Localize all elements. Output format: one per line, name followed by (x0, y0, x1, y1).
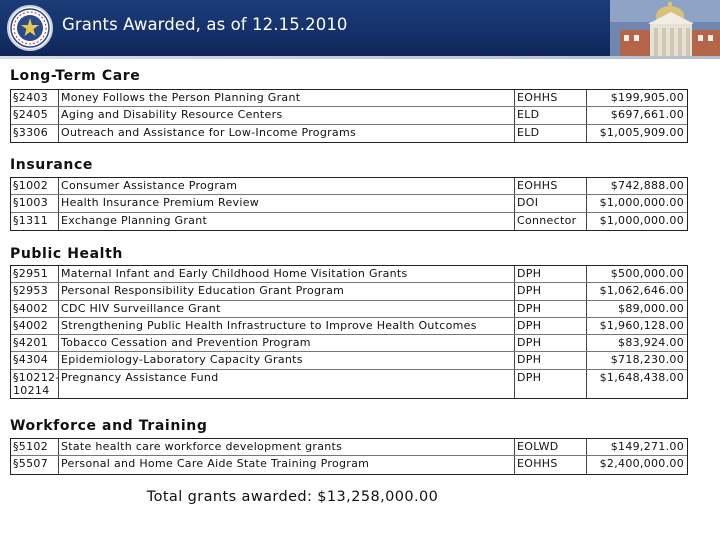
section-title-workforce-and-training: Workforce and Training (10, 418, 208, 434)
table-row (11, 266, 687, 283)
agency: DPH (517, 336, 542, 350)
table-row (11, 370, 687, 398)
grant-name: Outreach and Assistance for Low-Income Programs (61, 125, 357, 139)
grant-name: Maternal Infant and Early Childhood Home Visitation Grants (61, 267, 408, 280)
section-number: §1002 (13, 179, 48, 192)
section-title-long-term-care: Long-Term Care (10, 68, 141, 84)
grant-name: Personal and Home Care Aide State Training Program (61, 457, 370, 471)
header-divider (0, 56, 720, 59)
table-row (11, 178, 687, 195)
agency: EOLWD (517, 440, 559, 453)
grant-name: Consumer Assistance Program (61, 179, 238, 192)
grant-name: Epidemiology-Laboratory Capacity Grants (61, 353, 303, 367)
agency: DPH (517, 370, 542, 384)
grant-name: Tobacco Cessation and Prevention Program (61, 336, 311, 350)
agency: ELD (517, 125, 540, 139)
section-number: §4201 (13, 336, 48, 350)
grant-amount: $2,400,000.00 (599, 457, 684, 471)
grant-amount: $1,005,909.00 (599, 125, 684, 139)
agency: Connector (517, 213, 577, 227)
agency: DPH (517, 301, 542, 315)
table-row (11, 456, 687, 473)
grant-amount: $89,000.00 (618, 301, 684, 315)
total-grants (0, 489, 720, 505)
grant-name: CDC HIV Surveillance Grant (61, 301, 221, 315)
grants-table-insurance (10, 177, 688, 231)
section-number: §2953 (13, 284, 48, 298)
section-number: §5102 (13, 440, 48, 453)
grant-amount: $1,648,438.00 (599, 370, 684, 384)
table-row (11, 107, 687, 124)
table-row (11, 283, 687, 300)
total-grants-text: Total grants awarded: $13,258,000.00 (146, 489, 439, 505)
section-number: §5507 (13, 457, 48, 471)
massachusetts-seal-icon (7, 5, 53, 51)
table-row (11, 352, 687, 369)
section-number: §3306 (13, 125, 48, 139)
agency: ELD (517, 108, 540, 122)
section-number: §1311 (13, 213, 48, 227)
table-row (11, 213, 687, 230)
grant-amount: $1,062,646.00 (599, 284, 684, 298)
grant-name: Health Insurance Premium Review (61, 196, 260, 210)
grants-table-public-health (10, 265, 688, 399)
grant-amount: $742,888.00 (610, 179, 684, 192)
agency: EOHHS (517, 457, 558, 471)
agency: DOI (517, 196, 539, 210)
table-row (11, 195, 687, 212)
grant-amount: $1,000,000.00 (599, 196, 684, 210)
section-number: §4002 (13, 301, 48, 315)
table-row (11, 439, 687, 456)
agency: EOHHS (517, 91, 558, 104)
section-number: §1003 (13, 196, 48, 210)
section-title-insurance: Insurance (10, 157, 93, 173)
header-bar (0, 0, 720, 56)
table-row (11, 125, 687, 142)
agency: DPH (517, 353, 542, 367)
table-row (11, 90, 687, 107)
section-number: §4002 (13, 318, 48, 332)
section-title-public-health: Public Health (10, 246, 123, 262)
grant-name: Personal Responsibility Education Grant Program (61, 284, 345, 298)
grants-table-workforce-and-training (10, 438, 688, 475)
grant-name: Pregnancy Assistance Fund (61, 370, 219, 384)
grant-name: Money Follows the Person Planning Grant (61, 91, 301, 104)
grant-amount: $199,905.00 (610, 91, 684, 104)
table-row (11, 335, 687, 352)
grants-table-long-term-care (10, 89, 688, 143)
grant-name: Strengthening Public Health Infrastructure to Improve Health Outcomes (61, 318, 477, 332)
page-title: Grants Awarded, as of 12.15.2010 (62, 15, 348, 34)
grant-amount: $149,271.00 (610, 440, 684, 453)
section-number: §4304 (13, 353, 48, 367)
section-number: §10212-10214 (13, 370, 60, 397)
grant-amount: $83,924.00 (618, 336, 684, 350)
table-row (11, 318, 687, 335)
agency: DPH (517, 267, 542, 280)
agency: DPH (517, 284, 542, 298)
agency: EOHHS (517, 179, 558, 192)
agency: DPH (517, 318, 542, 332)
grant-name: Exchange Planning Grant (61, 213, 208, 227)
grant-name: State health care workforce development grants (61, 440, 343, 453)
grant-name: Aging and Disability Resource Centers (61, 108, 283, 122)
state-house-icon (610, 0, 720, 56)
section-number: §2405 (13, 108, 48, 122)
grant-amount: $697,661.00 (610, 108, 684, 122)
section-number: §2951 (13, 267, 48, 280)
grant-amount: $1,960,128.00 (599, 318, 684, 332)
section-number: §2403 (13, 91, 48, 104)
grant-amount: $1,000,000.00 (599, 213, 684, 227)
grant-amount: $718,230.00 (610, 353, 684, 367)
table-row (11, 301, 687, 318)
grant-amount: $500,000.00 (610, 267, 684, 280)
